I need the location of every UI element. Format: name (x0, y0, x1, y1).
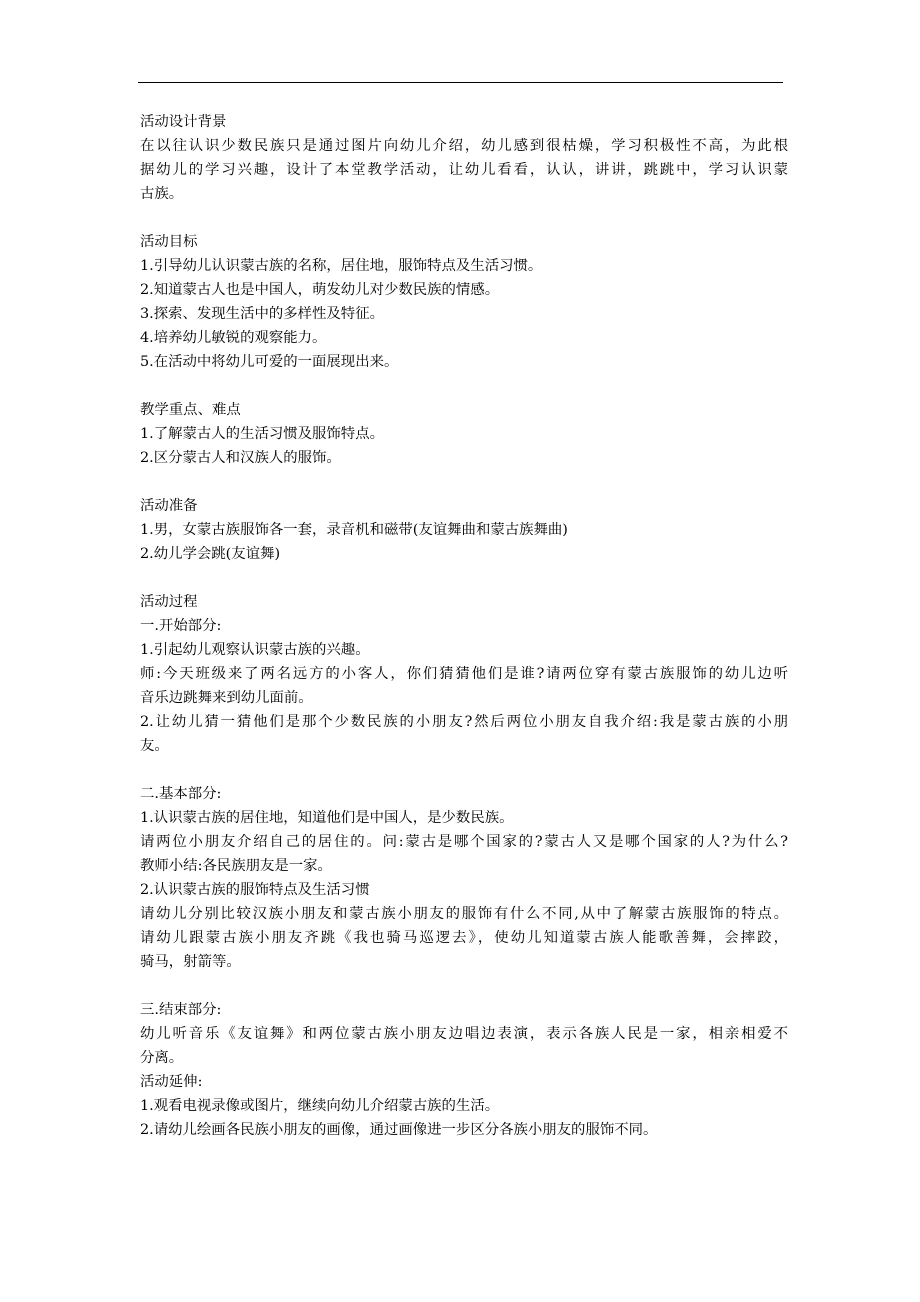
spacer (140, 374, 788, 398)
background-line: 古族。 (140, 186, 184, 202)
process-line: 师:今天班级来了两名远方的小客人，你们猜猜他们是谁?请两位穿有蒙古族服饰的幼儿边听 (140, 666, 788, 682)
spacer (140, 566, 788, 590)
section-heading-preparation: 活动准备 (140, 498, 198, 514)
goal-item: 2.知道蒙古人也是中国人，萌发幼儿对少数民族的情感。 (140, 282, 500, 298)
process-line: 2.认识蒙古族的服饰特点及生活习惯 (140, 882, 370, 898)
process-line: 1.引起幼儿观察认识蒙古族的兴趣。 (140, 642, 370, 658)
goal-item: 3.探索、发现生活中的多样性及特征。 (140, 306, 384, 322)
preparation-item: 1.男，女蒙古族服饰各一套，录音机和磁带(友谊舞曲和蒙古族舞曲) (140, 522, 568, 538)
goal-item: 1.引导幼儿认识蒙古族的名称，居住地，服饰特点及生活习惯。 (140, 258, 543, 274)
process-line: 骑马，射箭等。 (140, 954, 241, 970)
process-line: 音乐边跳舞来到幼儿面前。 (140, 690, 313, 706)
process-line: 请幼儿跟蒙古族小朋友齐跳《我也骑马巡逻去》，使幼儿知道蒙古族人能歌善舞，会摔跤， (140, 930, 788, 946)
process-line: 幼儿听音乐《友谊舞》和两位蒙古族小朋友边唱边表演，表示各族人民是一家，相亲相爱不 (140, 1026, 788, 1042)
extension-title: 活动延伸: (140, 1074, 203, 1090)
process-line: 2.让幼儿猜一猜他们是那个少数民族的小朋友?然后两位小朋友自我介绍:我是蒙古族的小朋 (140, 714, 788, 730)
section-heading-background: 活动设计背景 (140, 114, 227, 130)
extension-line: 2.请幼儿绘画各民族小朋友的画像，通过画像进一步区分各族小朋友的服饰不同。 (140, 1122, 658, 1138)
key-point-item: 1.了解蒙古人的生活习惯及服饰特点。 (140, 426, 384, 442)
process-line: 友。 (140, 738, 169, 754)
process-line: 1.认识蒙古族的居住地，知道他们是中国人，是少数民族。 (140, 810, 514, 826)
header-rule (138, 82, 783, 83)
section-heading-process: 活动过程 (140, 594, 198, 610)
spacer (140, 974, 788, 998)
process-line: 请幼儿分别比较汉族小朋友和蒙古族小朋友的服饰有什么不同,从中了解蒙古族服饰的特点。 (140, 906, 788, 922)
process-line: 请两位小朋友介绍自己的居住的。问:蒙古是哪个国家的?蒙古人又是哪个国家的人?为什么? (140, 834, 788, 850)
section-heading-key-points: 教学重点、难点 (140, 402, 241, 418)
process-part3-title: 三.结束部分: (140, 1002, 222, 1018)
process-part1-title: 一.开始部分: (140, 618, 222, 634)
background-line: 在以往认识少数民族只是通过图片向幼儿介绍，幼儿感到很枯燥，学习积极性不高，为此根 (140, 138, 788, 154)
document-body (140, 110, 788, 1142)
process-line: 分离。 (140, 1050, 184, 1066)
spacer (140, 758, 788, 782)
section-heading-goals: 活动目标 (140, 234, 198, 250)
process-line: 教师小结:各民族朋友是一家。 (140, 858, 332, 874)
goal-item: 5.在活动中将幼儿可爱的一面展现出来。 (140, 354, 399, 370)
key-point-item: 2.区分蒙古人和汉族人的服饰。 (140, 450, 341, 466)
spacer (140, 206, 788, 230)
goal-item: 4.培养幼儿敏锐的观察能力。 (140, 330, 327, 346)
extension-line: 1.观看电视录像或图片，继续向幼儿介绍蒙古族的生活。 (140, 1098, 500, 1114)
process-part2-title: 二.基本部分: (140, 786, 222, 802)
background-line: 据幼儿的学习兴趣，设计了本堂教学活动，让幼儿看看，认认，讲讲，跳跳中，学习认识蒙 (140, 162, 788, 178)
spacer (140, 470, 788, 494)
preparation-item: 2.幼儿学会跳(友谊舞) (140, 546, 281, 562)
